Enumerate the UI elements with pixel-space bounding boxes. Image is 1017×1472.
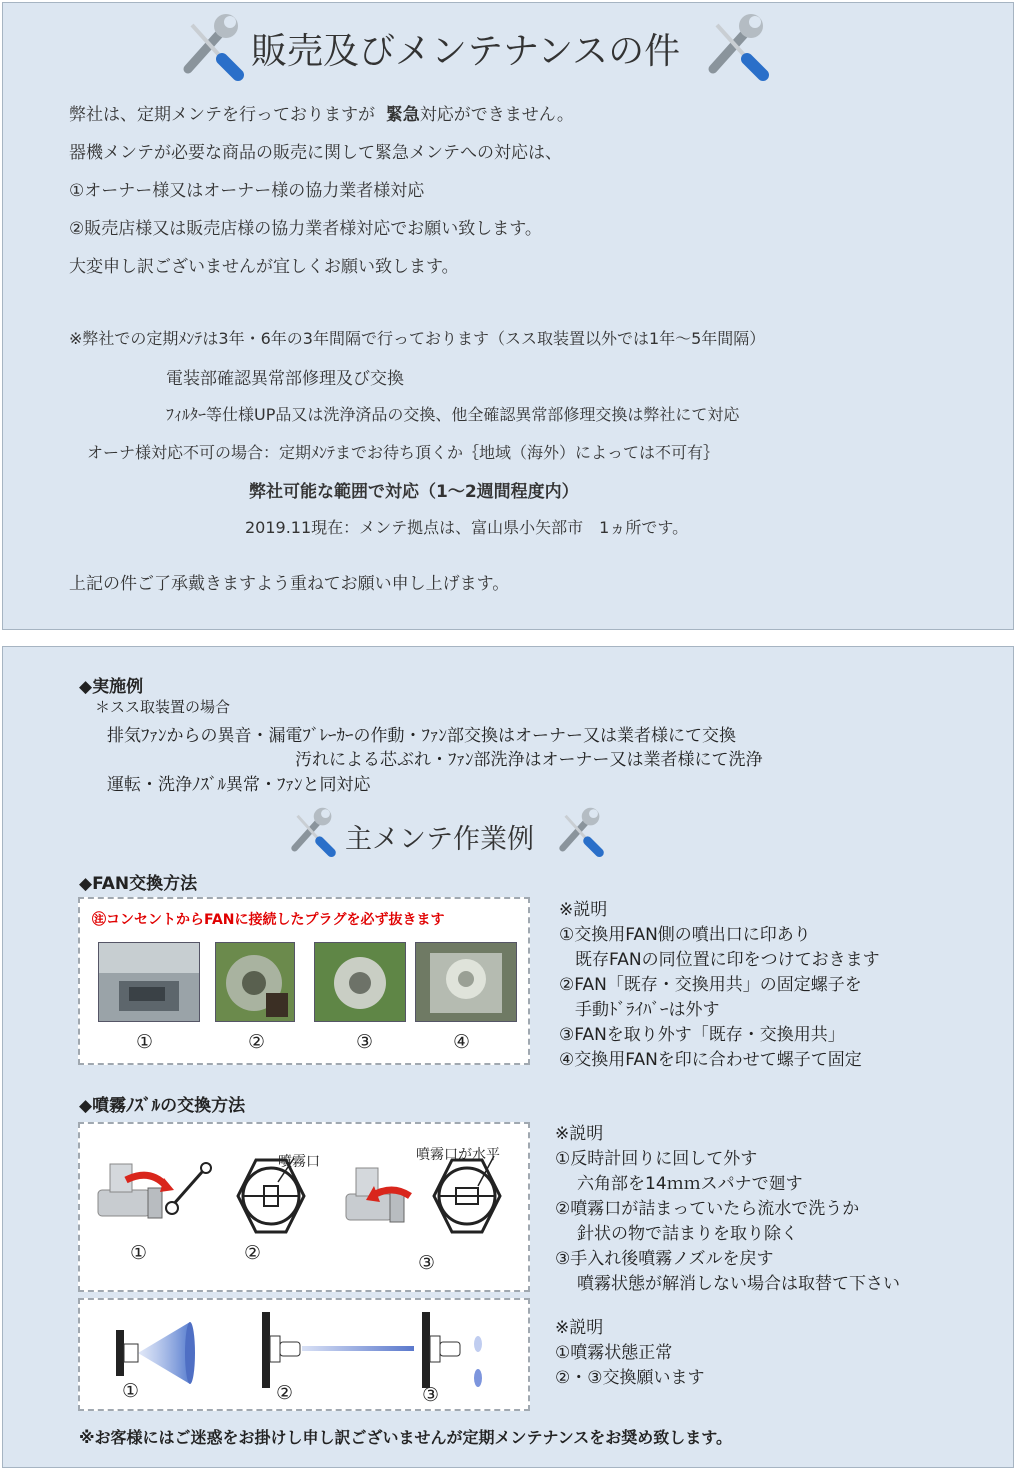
urgent-text: 緊急 — [385, 105, 420, 125]
spray-diagram — [80, 1300, 528, 1409]
nozzle-note: 針状の物で詰まりを取り除く — [577, 1224, 798, 1244]
step-label: ① — [136, 1031, 154, 1053]
spray-note: ①噴霧状態正常 — [555, 1343, 673, 1363]
spray-note: ※説明 — [555, 1318, 604, 1338]
example-line: 汚れによる芯ぶれ・ﾌｧﾝ部洗浄はオーナー又は業者様にて洗浄 — [295, 750, 763, 770]
nozzle-note: ②噴霧口が詰まっていたら流水で洗うか — [555, 1199, 860, 1219]
example-line: 運転・洗浄ﾉｽﾞﾙ異常・ﾌｧﾝと同対応 — [107, 775, 371, 795]
schedule-note: 弊社可能な範囲で対応（1～2週間程度内） — [249, 482, 579, 502]
nozzle-note: 六角部を14ｍｍスパナで廻す — [577, 1174, 803, 1194]
notice-line: 大変申し訳ございませんが宜しくお願い致します。 — [69, 257, 459, 277]
schedule-note: ﾌｨﾙﾀｰ等仕様UP品又は洗浄済品の交換、他全確認異常部修理交換は弊社にて対応 — [166, 405, 740, 424]
unplug-warning: ㊟コンセントからFANに接続したプラグを必ず抜きます — [92, 912, 445, 928]
spray-note: ②・③交換願います — [555, 1368, 705, 1388]
fan-photo-2 — [215, 942, 295, 1022]
fan-photo-4 — [415, 942, 517, 1022]
step-label: ② — [244, 1242, 262, 1264]
spray-state-figure — [78, 1298, 530, 1411]
wrench-screwdriver-icon — [178, 13, 248, 81]
fan-photo-3 — [314, 942, 406, 1022]
spray-port-callout: 噴霧口 — [278, 1154, 320, 1170]
fan-photo-1 — [98, 942, 200, 1022]
fan-note: 手動ﾄﾞﾗｲﾊﾞｰは外す — [575, 1000, 720, 1020]
wrench-screwdriver-icon — [555, 807, 607, 857]
fan-note: ③FANを取り外す「既存・交換用共」 — [559, 1025, 845, 1045]
notice-line: 弊社は、定期メンテを行っておりますが 緊急対応ができません。 — [69, 105, 574, 125]
state-label: ③ — [422, 1384, 440, 1406]
nozzle-note: 噴霧状態が解消しない場合は取替て下さい — [577, 1274, 900, 1294]
fan-note: ②FAN「既存・交換用共」の固定螺子を — [559, 975, 862, 995]
example-heading: ◆実施例 — [79, 677, 144, 697]
step-label: ① — [130, 1242, 148, 1264]
nozzle-steps-figure — [78, 1122, 530, 1292]
step-label: ③ — [418, 1252, 436, 1274]
nozzle-note: ①反時計回りに回して外す — [555, 1149, 758, 1169]
notice-line: ②販売店様又は販売店様の協力業者様対応でお願い致します。 — [69, 219, 542, 239]
schedule-note: オーナ様対応不可の場合：定期ﾒﾝﾃまでお待ち頂くか｛地域（海外）によっては不可有｝ — [87, 443, 720, 462]
step-label: ④ — [453, 1031, 471, 1053]
fan-heading: ◆FAN交換方法 — [79, 874, 198, 894]
example-line: 排気ﾌｧﾝからの異音・漏電ﾌﾞﾚｰｶｰの作動・ﾌｧﾝ部交換はオーナー又は業者様にて交換 — [107, 726, 736, 746]
wrench-screwdriver-icon — [703, 13, 773, 81]
page-title: 販売及びメンテナンスの件 — [251, 31, 681, 72]
state-label: ① — [122, 1380, 140, 1402]
fan-note: 既存FANの同位置に印をつけておきます — [575, 950, 880, 970]
fan-steps-figure — [78, 897, 530, 1065]
location-note: 2019.11現在：メンテ拠点は、富山県小矢部市 1ヵ所です。 — [245, 518, 689, 537]
step-label: ② — [248, 1031, 266, 1053]
nozzle-heading: ◆噴霧ﾉｽﾞﾙの交換方法 — [79, 1096, 246, 1116]
step-label: ③ — [356, 1031, 374, 1053]
footer-recommendation: ※お客様にはご迷惑をお掛けし申し訳ございませんが定期メンテナンスをお奨め致します。 — [79, 1428, 732, 1447]
notice-line: 器機メンテが必要な商品の販売に関して緊急メンテへの対応は、 — [69, 143, 562, 163]
wrench-screwdriver-icon — [287, 807, 339, 857]
schedule-note: ※弊社での定期ﾒﾝﾃは3年・6年の3年間隔で行っております（スス取装置以外では1年～5年間隔） — [69, 329, 766, 348]
fan-note: ※説明 — [559, 900, 608, 920]
fan-note: ①交換用FAN側の噴出口に印あり — [559, 925, 811, 945]
spray-port-level-callout: 噴霧口が水平 — [416, 1147, 500, 1163]
schedule-note: 電装部確認異常部修理及び交換 — [166, 369, 404, 389]
nozzle-note: ③手入れ後噴霧ノズルを戻す — [555, 1249, 774, 1269]
maintenance-notice-panel — [2, 2, 1014, 630]
notice-line: ①オーナー様又はオーナー様の協力業者様対応 — [69, 181, 425, 201]
example-line: ＊スス取装置の場合 — [95, 698, 231, 716]
section-subtitle: 主メンテ作業例 — [345, 824, 534, 855]
state-label: ② — [276, 1382, 294, 1404]
closing-text: 上記の件ご了承戴きますよう重ねてお願い申し上げます。 — [69, 574, 510, 594]
maintenance-examples-panel — [2, 646, 1014, 1468]
fan-note: ④交換用FANを印に合わせて螺子て固定 — [559, 1050, 862, 1070]
nozzle-note: ※説明 — [555, 1124, 604, 1144]
